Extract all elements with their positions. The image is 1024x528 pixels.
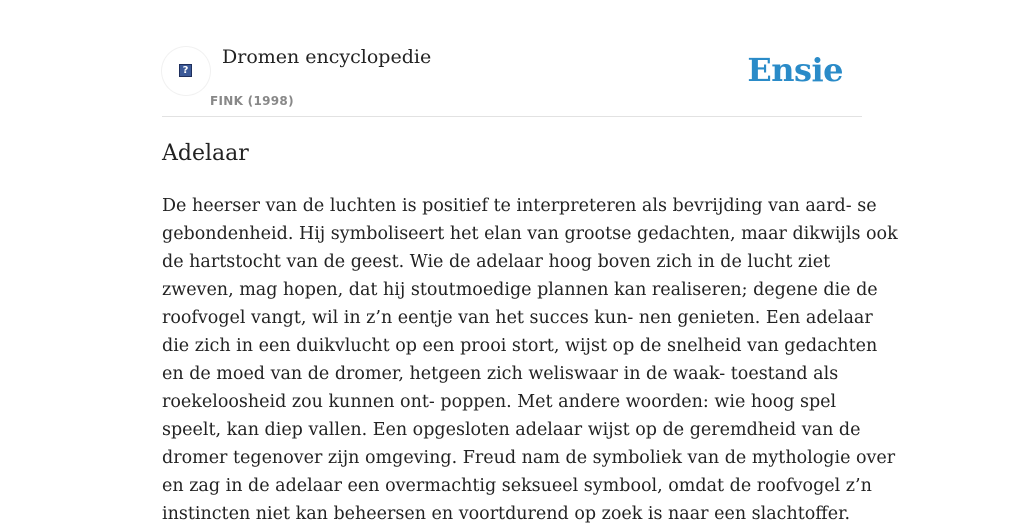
source-author: FINK (1998) xyxy=(210,94,294,108)
body-line: de hartstocht van de geest. Wie de adelaar hoog boven zich in de lucht ziet xyxy=(162,252,831,272)
ensie-logo[interactable]: Ensie xyxy=(747,51,843,89)
book-cover[interactable] xyxy=(162,47,210,95)
body-line: roekeloosheid zou kunnen ont- poppen. Met andere woorden: wie hoog spel xyxy=(162,392,837,412)
body-line: speelt, kan diep vallen. Een opgesloten adelaar wijst op de geremdheid van de xyxy=(162,420,861,440)
body-line: De heerser van de luchten is positief te interpreteren als bevrijding van aard- se xyxy=(162,196,877,216)
body-line: die zich in een duikvlucht op een prooi stort, wijst op de snelheid van gedachten xyxy=(162,336,878,356)
body-line: dromer tegenover zijn omgeving. Freud nam de symboliek van de mythologie over xyxy=(162,448,896,468)
entry-body xyxy=(162,192,898,528)
body-line: en de moed van de dromer, hetgeen zich weliswaar in de waak- toestand als xyxy=(162,364,839,384)
body-line: zweven, mag hopen, dat hij stoutmoedige plannen kan realiseren; degene die de xyxy=(162,280,878,300)
body-line: en zag in de adelaar een overmachtig seksueel symbool, omdat de roofvogel z’n xyxy=(162,476,872,496)
entry-title: Adelaar xyxy=(162,141,249,166)
source-title[interactable]: Dromen encyclopedie xyxy=(222,46,432,68)
body-line: gebondenheid. Hij symboliseert het elan van grootse gedachten, maar dikwijls ook xyxy=(162,224,898,244)
source-header xyxy=(162,0,862,117)
body-line: instincten niet kan beheersen en voortdurend op zoek is naar een slachtoffer. xyxy=(162,504,851,524)
body-line: roofvogel vangt, wil in z’n eentje van het succes kun- nen genieten. Een adelaar xyxy=(162,308,873,328)
question-mark-book-icon: ? xyxy=(179,64,192,77)
